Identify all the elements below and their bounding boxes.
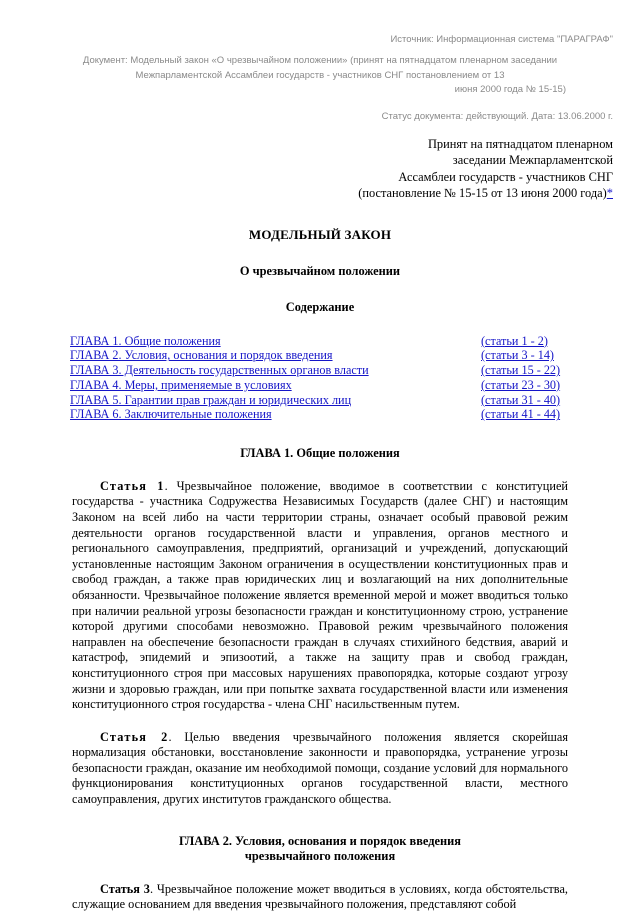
document-metadata-header [0, 0, 640, 124]
toc-row [70, 348, 576, 363]
toc-link-chapter-3[interactable]: ГЛАВА 3. Деятельность государственных органов власти [70, 363, 369, 378]
document-description-main: Документ: Модельный закон «О чрезвычайном положении» (принят на пятнадцатом пленарном заседании Межпарламентской Ассамблеи государств - участников СНГ постановлением от 13 [82, 55, 558, 81]
article-3-paragraph [72, 882, 568, 913]
toc-articles-chapter-4[interactable]: (статьи 23 - 30) [481, 377, 561, 392]
article-1-label: Статья 1 [100, 478, 165, 493]
document-body-continued [0, 882, 640, 913]
toc-articles-chapter-1[interactable]: (статьи 1 - 2) [481, 333, 548, 348]
law-subject-title: О чрезвычайном положении [239, 263, 401, 278]
chapter-1-heading: ГЛАВА 1. Общие положения [240, 446, 400, 461]
toc-link-chapter-6[interactable]: ГЛАВА 6. Заключительные положения [70, 407, 272, 422]
toc-articles-chapter-5[interactable]: (статьи 31 - 40) [481, 392, 561, 407]
article-2-label: Статья 2 [100, 729, 169, 744]
page-title: МОДЕЛЬНЫЙ ЗАКОН [248, 226, 392, 242]
article-1-text: . Чрезвычайное положение, вводимое в соответствии с конституцией государства - участника Содружества Независимых Государств (далее СНГ) и настоящим Законом на всей либо на части территории страны, означает особый правовой режим деятельности органов государственной власти и управления, органов местного и регионального самоуправления, предприятий, организаций и учреждений, допускающий установленные настоящим Законом ограничения в осуществлении конституционных прав и свобод граждан, а также прав юридических лиц и возлагающий на них дополнительные обязанности. Чрезвычайное положение является временной мерой и может вводиться только при наличии реальной угрозы безопасности граждан и конституционному строю, устранение которой другими способами невозможно. Правовой режим чрезвычайного положения направлен на обеспечение безопасности граждан в случаях стихийного бедствия, аварий и катастроф, эпидемий и эпизоотий, а также на защиту прав и свобод граждан, конституционного строя при массовых нарушениях правопорядка, которые создают угрозу жизни и здоровью граждан, или при попытке захвата государственной власти или изменения конституционного строя государства - члена СНГ насильственным путем. [72, 478, 568, 712]
adoption-line-3: Ассамблеи государств - участников СНГ [398, 169, 613, 184]
article-3-label: Статья 3 [100, 881, 150, 896]
contents-heading: Содержание [285, 299, 355, 314]
adoption-line-4 [0, 185, 613, 202]
toc-row [70, 393, 576, 408]
adoption-line-1: Принят на пятнадцатом пленарном [427, 136, 613, 151]
toc-articles-chapter-3[interactable]: (статьи 15 - 22) [481, 363, 561, 378]
table-of-contents [0, 334, 640, 423]
article-2-text: . Целью введения чрезвычайного положения является скорейшая нормализация обстановки, восстановление законности и правопорядка, устранение угрозы безопасности граждан, оказание им необходимой помощи, создание условий для нормального функционирования конституционных органов государственной власти, местного самоуправления, других институтов гражданского общества. [72, 729, 568, 807]
toc-row [70, 363, 576, 378]
chapter-2-heading-line-2: чрезвычайного положения [244, 849, 396, 864]
document-body [0, 479, 640, 808]
toc-row [70, 407, 576, 422]
toc-link-chapter-4[interactable]: ГЛАВА 4. Меры, применяемые в условиях [70, 377, 292, 392]
toc-articles-chapter-2[interactable]: (статьи 3 - 14) [481, 348, 554, 363]
article-1-paragraph [72, 479, 568, 713]
toc-link-chapter-2[interactable]: ГЛАВА 2. Условия, основания и порядок введения [70, 348, 333, 363]
toc-link-chapter-5[interactable]: ГЛАВА 5. Гарантии прав граждан и юридических лиц [70, 392, 352, 407]
document-description-tail: июня 2000 года № 15-15) [454, 84, 566, 95]
footnote-asterisk-link[interactable]: * [606, 186, 613, 200]
source-line: Источник: Информационная система "ПАРАГРАФ" [390, 34, 613, 45]
chapter-2-heading-line-1: ГЛАВА 2. Условия, основания и порядок введения [179, 833, 461, 848]
adoption-resolution-text: (постановление № 15-15 от 13 июня 2000 года) [358, 186, 607, 200]
document-status-line: Статус документа: действующий. Дата: 13.06.2000 г. [381, 110, 613, 122]
adoption-line-2: заседании Межпарламентской [452, 153, 613, 167]
toc-row [70, 334, 576, 349]
document-description [74, 54, 566, 98]
article-2-paragraph [72, 730, 568, 808]
chapter-2-heading [0, 834, 640, 865]
article-3-text: . Чрезвычайное положение может вводиться в условиях, когда обстоятельства, служащие основанием для введения чрезвычайного положения, представляют собой [72, 881, 568, 912]
toc-link-chapter-1[interactable]: ГЛАВА 1. Общие положения [70, 333, 221, 348]
toc-row [70, 378, 576, 393]
toc-articles-chapter-6[interactable]: (статьи 41 - 44) [481, 407, 561, 422]
adoption-block [0, 136, 640, 202]
